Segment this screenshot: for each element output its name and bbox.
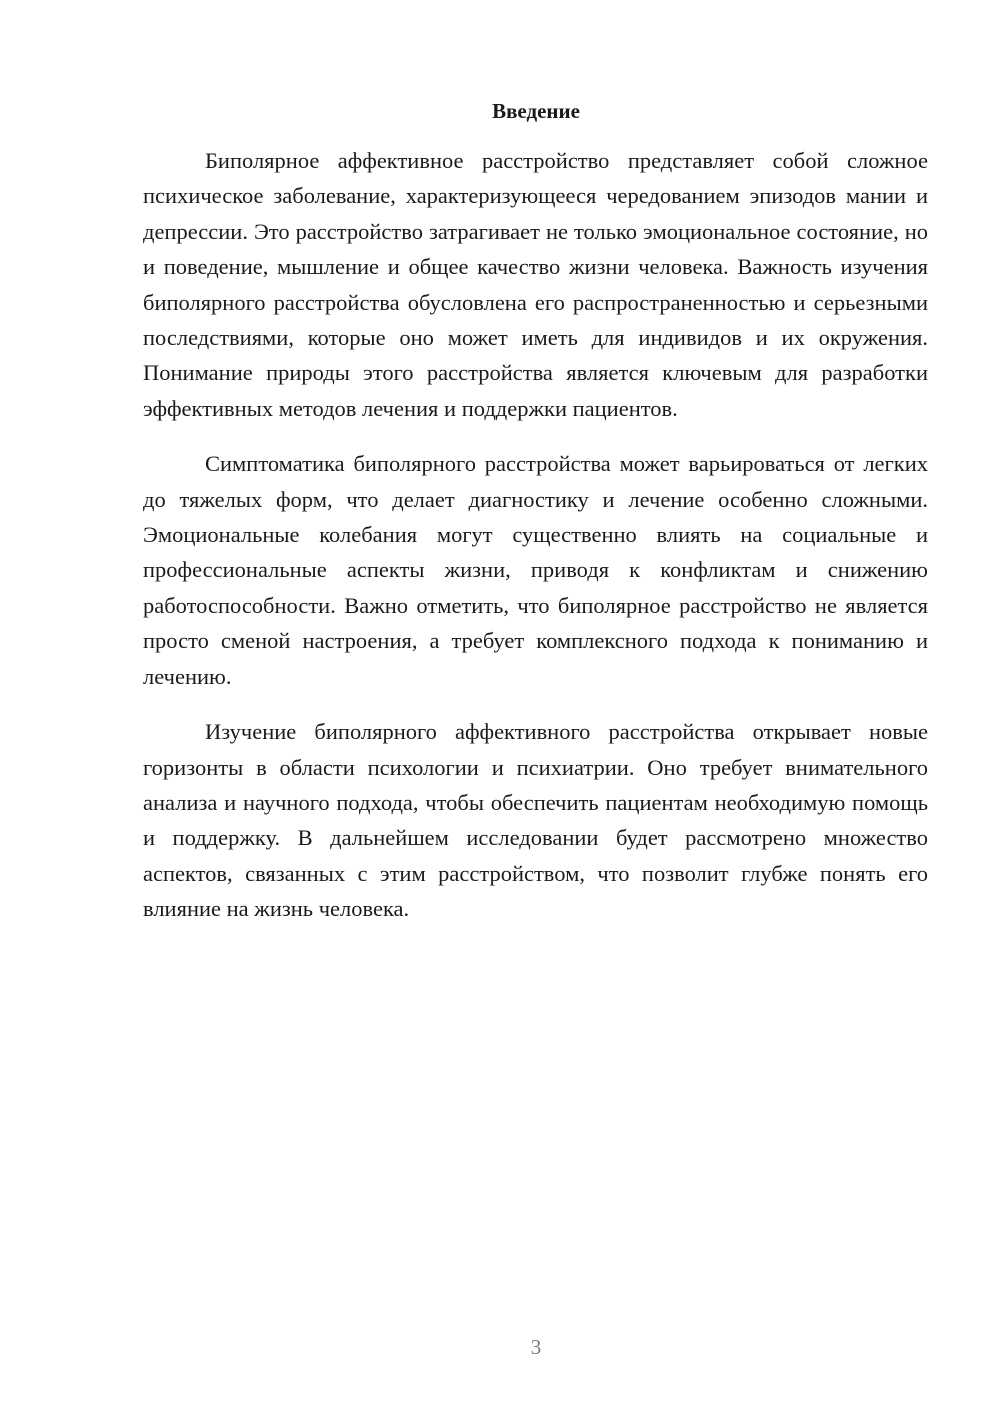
document-body	[143, 143, 928, 947]
paragraph-3: Изучение биполярного аффективного расстройства открывает новые горизонты в области психологии и психиатрии. Оно требует внимательного анализа и научного подхода, чтобы обеспечить пациентам необходимую помощь и поддержку. В дальнейшем исследовании будет рассмотрено множество аспектов, связанных с этим расстройством, что позволит глубже понять его влияние на жизнь человека.	[143, 719, 928, 922]
paragraph-1: Биполярное аффективное расстройство представляет собой сложное психическое заболевание, характеризующееся чередованием эпизодов мании и депрессии. Это расстройство затрагивает не только эмоциональное состояние, но и поведение, мышление и общее качество жизни человека. Важность изучения биполярного расстройства обусловлена его распространенностью и серьезными последствиями, которые оно может иметь для индивидов и их окружения. Понимание природы этого расстройства является ключевым для разработки эффективных методов лечения и поддержки пациентов.	[143, 148, 928, 421]
page-number: 3	[530, 1335, 542, 1359]
paragraph-2: Симптоматика биполярного расстройства может варьироваться от легких до тяжелых форм, что делает диагностику и лечение особенно сложными. Эмоциональные колебания могут существенно влиять на социальные и профессиональные аспекты жизни, приводя к конфликтам и снижению работоспособности. Важно отметить, что биполярное расстройство не является просто сменой настроения, а требует комплексного подхода к пониманию и лечению.	[143, 451, 928, 689]
section-title: Введение	[492, 99, 580, 123]
